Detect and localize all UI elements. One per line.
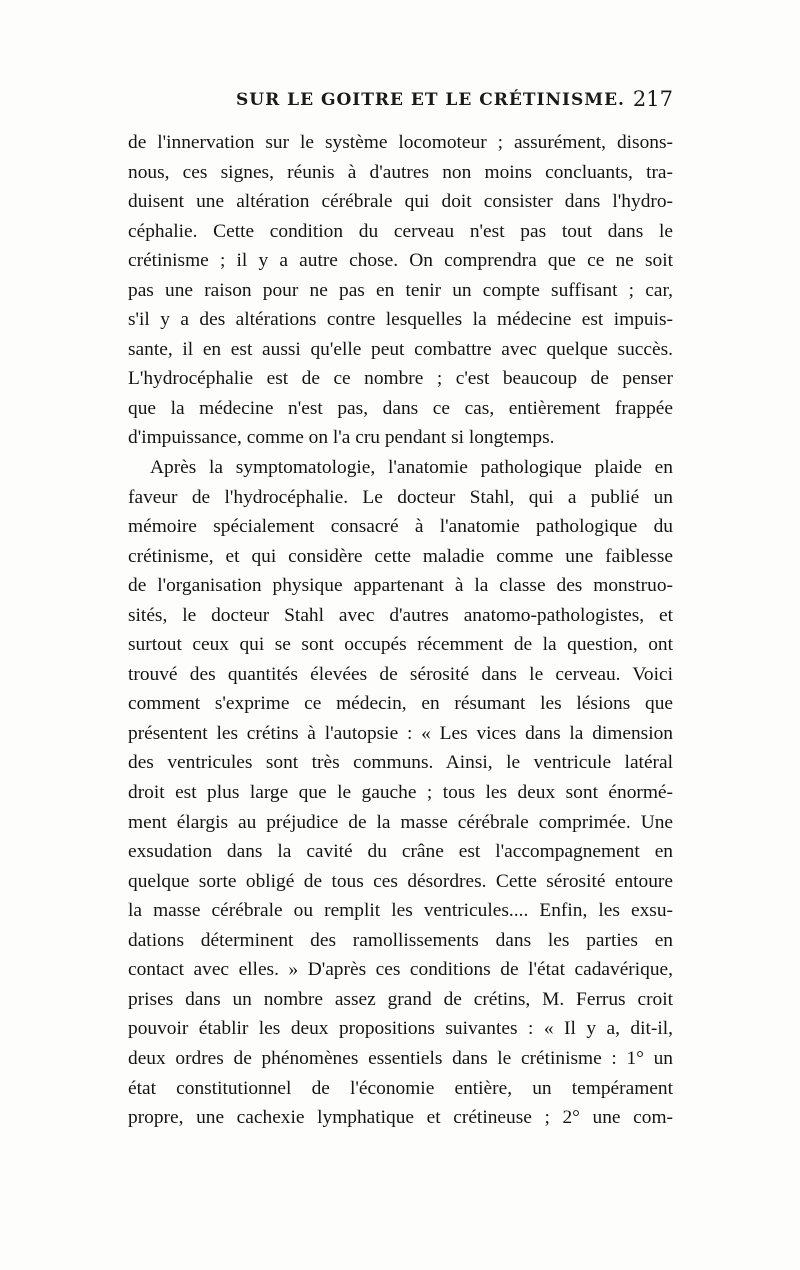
text-line: crétinisme ; il y a autre chose. On comprendra que ce ne soit <box>128 250 673 272</box>
text-line: ment élargis au préjudice de la masse cérébrale comprimée. Une <box>128 811 673 833</box>
text-line: trouvé des quantités élevées de sérosité dans le cerveau. Voici <box>128 663 673 685</box>
text-line: deux ordres de phénomènes essentiels dans le crétinisme : 1° un <box>128 1047 673 1069</box>
text-line: comment s'exprime ce médecin, en résumant les lésions que <box>128 693 673 715</box>
text-line: état constitutionnel de l'économie entière, un tempérament <box>128 1077 673 1099</box>
text-line: contact avec elles. » D'après ces conditions de l'état cadavérique, <box>128 959 673 981</box>
text-line: nous, ces signes, réunis à d'autres non moins concluants, tra- <box>128 161 673 183</box>
text-line: des ventricules sont très communs. Ainsi, le ventricule latéral <box>128 752 673 774</box>
text-line: quelque sorte obligé de tous ces désordres. Cette sérosité entoure <box>128 870 673 892</box>
text-line: céphalie. Cette condition du cerveau n'est pas tout dans le <box>128 220 673 242</box>
text-line: présentent les crétins à l'autopsie : « Les vices dans la dimension <box>128 722 673 744</box>
text-line: la masse cérébrale ou remplit les ventricules.... Enfin, les exsu- <box>128 900 673 922</box>
text-line: de l'innervation sur le système locomoteur ; assurément, disons- <box>128 132 673 153</box>
running-head <box>128 87 673 120</box>
text-line: droit est plus large que le gauche ; tous les deux sont énormé- <box>128 782 673 804</box>
text-line: s'il y a des altérations contre lesquelles la médecine est impuis- <box>128 309 673 331</box>
text-line: d'impuissance, comme on l'a cru pendant si longtemps. <box>128 427 555 449</box>
text-line: sante, il en est aussi qu'elle peut combattre avec quelque succès. <box>128 338 673 360</box>
page-number: 217 <box>632 87 673 111</box>
text-line: mémoire spécialement consacré à l'anatomie pathologique du <box>128 516 673 538</box>
text-line: surtout ceux qui se sont occupés récemment de la question, ont <box>128 634 673 656</box>
text-line: faveur de l'hydrocéphalie. Le docteur Stahl, qui a publié un <box>128 486 673 508</box>
text-line: duisent une altération cérébrale qui doit consister dans l'hydro- <box>128 191 673 213</box>
text-line: pas une raison pour ne pas en tenir un compte suffisant ; car, <box>128 279 673 301</box>
text-line: L'hydrocéphalie est de ce nombre ; c'est beaucoup de penser <box>128 368 673 390</box>
paragraph-start-line: Après la symptomatologie, l'anatomie pathologique plaide en <box>150 457 673 479</box>
text-line: prises dans un nombre assez grand de crétins, M. Ferrus croit <box>128 988 673 1010</box>
running-title: SUR LE GOITRE ET LE CRÉTINISME. <box>236 90 625 110</box>
text-line: que la médecine n'est pas, dans ce cas, entièrement frappée <box>128 397 673 419</box>
text-line: exsudation dans la cavité du crâne est l'accompagnement en <box>128 841 673 863</box>
text-line: pouvoir établir les deux propositions suivantes : « Il y a, dit-il, <box>128 1018 673 1040</box>
text-line: crétinisme, et qui considère cette maladie comme une faiblesse <box>128 545 673 567</box>
text-line: propre, une cachexie lymphatique et crétineuse ; 2° une com- <box>128 1107 673 1129</box>
text-line: de l'organisation physique appartenant à la classe des monstruo- <box>128 575 673 597</box>
text-line: sités, le docteur Stahl avec d'autres anatomo-pathologistes, et <box>128 604 673 626</box>
body-text <box>128 128 673 1133</box>
text-line: dations déterminent des ramollissements dans les parties en <box>128 929 673 951</box>
